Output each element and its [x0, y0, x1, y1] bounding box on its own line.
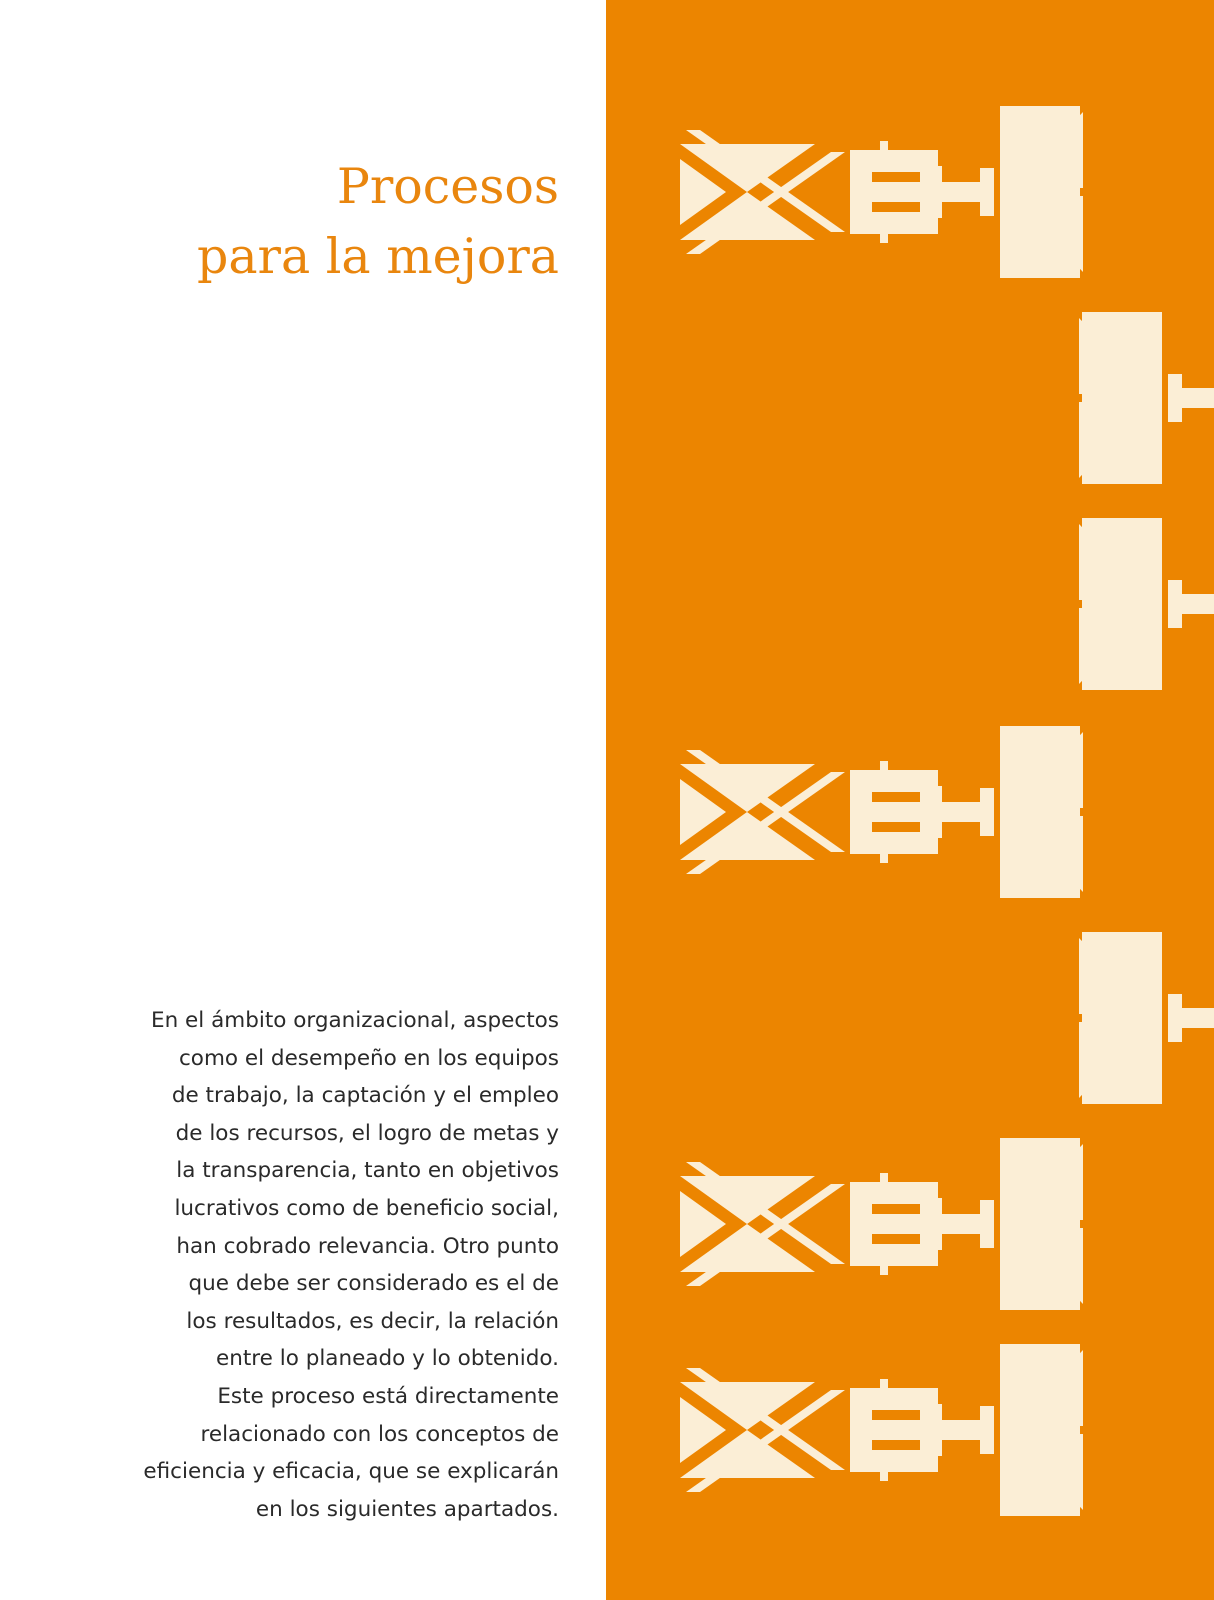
body-line: como el desempeño en los equipos — [178, 1045, 559, 1071]
body-line: los resultados, es decir, la relación — [186, 1308, 559, 1334]
body-line: que debe ser considerado es el de — [188, 1271, 559, 1297]
page-title-line-1: Procesos — [336, 158, 559, 215]
pattern-motif — [1079, 932, 1214, 1104]
decorative-orange-band — [606, 0, 1214, 1600]
body-line: han cobrado relevancia. Otro punto — [176, 1233, 559, 1259]
body-line: Este proceso está directamente — [217, 1383, 559, 1409]
body-line: de los recursos, el logro de metas y — [175, 1120, 559, 1146]
page-title-line-2: para la mejora — [196, 228, 559, 285]
body-line: relacionado con los conceptos de — [200, 1421, 559, 1447]
body-line: entre lo planeado y lo obtenido. — [216, 1346, 559, 1372]
page-title — [39, 152, 559, 292]
body-line: de trabajo, la captación y el empleo — [171, 1083, 559, 1109]
geometric-pattern-icon — [606, 0, 1214, 1600]
body-line: En el ámbito organizacional, aspectos — [151, 1008, 559, 1033]
body-line: lucrativos como de beneficio social, — [174, 1195, 559, 1221]
pattern-motif — [680, 1138, 1083, 1310]
body-paragraph — [79, 1002, 559, 1528]
body-line: la transparencia, tanto en objetivos — [176, 1158, 559, 1184]
body-line: eficiencia y eficacia, que se explicarán — [143, 1459, 559, 1485]
body-line: en los siguientes apartados. — [255, 1496, 559, 1522]
pattern-motif — [680, 1344, 1083, 1516]
pattern-motif — [1079, 518, 1214, 690]
pattern-motif — [680, 726, 1083, 898]
pattern-motif — [1079, 312, 1214, 484]
pattern-motif — [680, 106, 1083, 278]
